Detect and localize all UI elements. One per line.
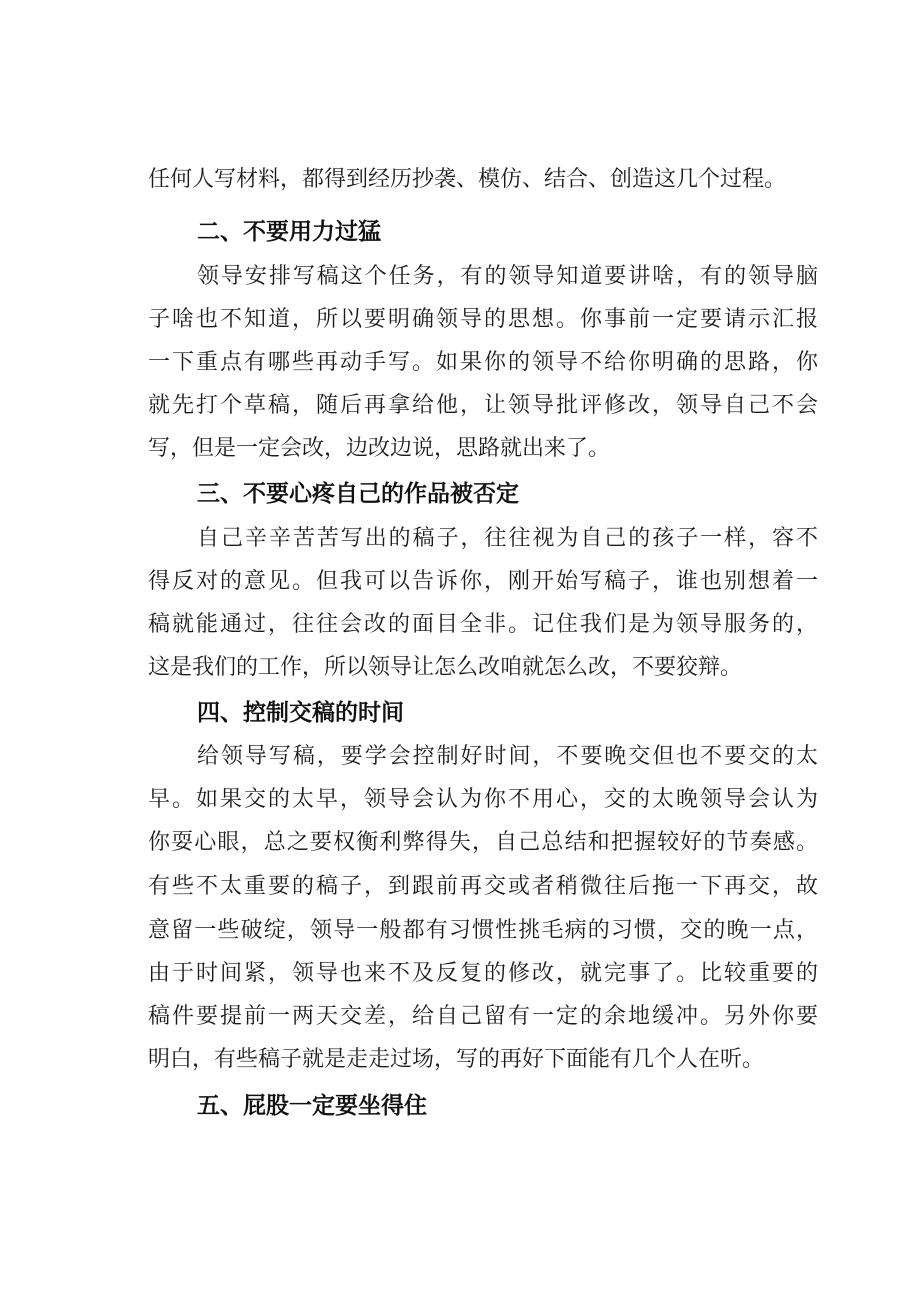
paragraph-line: 由于时间紧，领导也来不及反复的修改，就完事了。比较重要的 — [148, 961, 818, 986]
paragraph-line: 任何人写材料，都得到经历抄袭、模仿、结合、创造这几个过程。 — [148, 167, 787, 192]
paragraph-line: 写，但是一定会改，边改边说，思路就出来了。 — [148, 436, 611, 461]
paragraph-line: 子啥也不知道，所以要明确领导的思想。你事前一定要请示汇报 — [148, 307, 818, 332]
paragraph-line: 稿件要提前一两天交差，给自己留有一定的余地缓冲。另外你要 — [148, 1004, 818, 1029]
section-heading: 五、屁股一定要坐得住 — [197, 1093, 427, 1119]
paragraph-line: 得反对的意见。但我可以告诉你，刚开始写稿子，谁也别想着一 — [148, 569, 818, 594]
paragraph-line: 意留一些破绽，领导一般都有习惯性挑毛病的习惯，交的晚一点， — [148, 918, 818, 943]
paragraph-line: 明白，有些稿子就是走走过场，写的再好下面能有几个人在听。 — [148, 1047, 765, 1072]
paragraph-line: 一下重点有哪些再动手写。如果你的领导不给你明确的思路，你 — [148, 350, 818, 375]
paragraph-line: 领导安排写稿这个任务，有的领导知道要讲啥，有的领导脑 — [197, 264, 818, 289]
paragraph-line: 就先打个草稿，随后再拿给他，让领导批评修改，领导自己不会 — [148, 393, 818, 418]
section-heading: 四、控制交稿的时间 — [197, 700, 404, 726]
paragraph-line: 早。如果交的太早，领导会认为你不用心，交的太晚领导会认为 — [148, 787, 818, 812]
paragraph-line: 你耍心眼，总之要权衡利弊得失，自己总结和把握较好的节奏感。 — [148, 830, 818, 855]
paragraph-line: 稿就能通过，往往会改的面目全非。记住我们是为领导服务的， — [148, 612, 818, 637]
paragraph-line: 有些不太重要的稿子，到跟前再交或者稍微往后拖一下再交，故 — [148, 874, 818, 899]
paragraph-line: 这是我们的工作，所以领导让怎么改咱就怎么改，不要狡辩。 — [148, 655, 743, 680]
section-heading: 二、不要用力过猛 — [197, 219, 381, 245]
paragraph-line: 给领导写稿，要学会控制好时间，不要晚交但也不要交的太 — [197, 744, 818, 769]
paragraph-line: 自己辛辛苦苦写出的稿子，往往视为自己的孩子一样，容不 — [197, 526, 818, 551]
section-heading: 三、不要心疼自己的作品被否定 — [197, 481, 519, 507]
